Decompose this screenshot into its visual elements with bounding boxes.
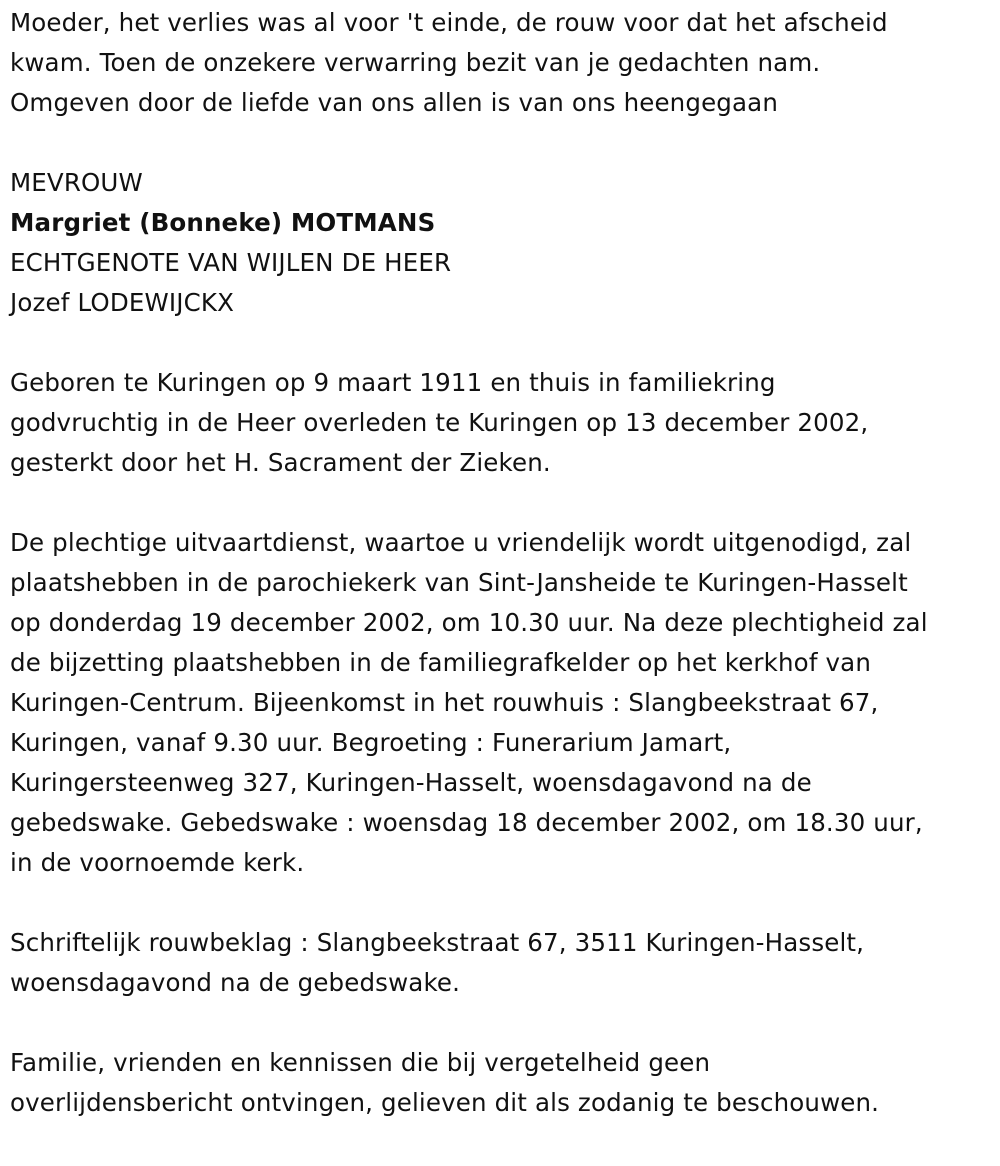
paragraph-gap: [10, 123, 995, 163]
funeral-line: de bijzetting plaatshebben in de familiegrafkelder op het kerkhof van: [10, 648, 872, 677]
obituary-document: [10, 3, 995, 1123]
paragraph-gap: [10, 883, 995, 923]
paragraph-gap: [10, 1003, 995, 1043]
closing-paragraph: [10, 1043, 995, 1123]
deceased-name: Margriet (Bonneke) MOTMANS: [10, 208, 436, 237]
paragraph-gap: [10, 483, 995, 523]
birth-death-line: godvruchtig in de Heer overleden te Kuringen op 13 december 2002,: [10, 408, 869, 437]
title-label: MEVROUW: [10, 168, 143, 197]
funeral-paragraph: [10, 523, 995, 883]
funeral-line: in de voornoemde kerk.: [10, 848, 305, 877]
condolences-paragraph: [10, 923, 995, 1003]
funeral-line: gebedswake. Gebedswake : woensdag 18 december 2002, om 18.30 uur,: [10, 808, 923, 837]
birth-death-line: Geboren te Kuringen op 9 maart 1911 en thuis in familiekring: [10, 368, 776, 397]
closing-line: overlijdensbericht ontvingen, gelieven dit als zodanig te beschouwen.: [10, 1088, 880, 1117]
funeral-line: Kuringen, vanaf 9.30 uur. Begroeting : Funerarium Jamart,: [10, 728, 732, 757]
intro-paragraph: [10, 3, 995, 123]
intro-line: Moeder, het verlies was al voor 't einde, de rouw voor dat het afscheid: [10, 8, 888, 37]
paragraph-gap: [10, 323, 995, 363]
funeral-line: op donderdag 19 december 2002, om 10.30 uur. Na deze plechtigheid zal: [10, 608, 928, 637]
funeral-line: De plechtige uitvaartdienst, waartoe u vriendelijk wordt uitgenodigd, zal: [10, 528, 912, 557]
intro-line: Omgeven door de liefde van ons allen is van ons heengegaan: [10, 88, 778, 117]
closing-line: Familie, vrienden en kennissen die bij vergetelheid geen: [10, 1048, 711, 1077]
birth-death-paragraph: [10, 363, 995, 483]
deceased-block: [10, 163, 995, 323]
funeral-line: Kuringersteenweg 327, Kuringen-Hasselt, woensdagavond na de: [10, 768, 812, 797]
funeral-line: Kuringen-Centrum. Bijeenkomst in het rouwhuis : Slangbeekstraat 67,: [10, 688, 879, 717]
spouse-name: Jozef LODEWIJCKX: [10, 288, 235, 317]
birth-death-line: gesterkt door het H. Sacrament der Zieken.: [10, 448, 551, 477]
condolences-line: woensdagavond na de gebedswake.: [10, 968, 461, 997]
funeral-line: plaatshebben in de parochiekerk van Sint-Jansheide te Kuringen-Hasselt: [10, 568, 908, 597]
spouse-label: ECHTGENOTE VAN WIJLEN DE HEER: [10, 248, 452, 277]
intro-line: kwam. Toen de onzekere verwarring bezit van je gedachten nam.: [10, 48, 821, 77]
condolences-line: Schriftelijk rouwbeklag : Slangbeekstraat 67, 3511 Kuringen-Hasselt,: [10, 928, 865, 957]
